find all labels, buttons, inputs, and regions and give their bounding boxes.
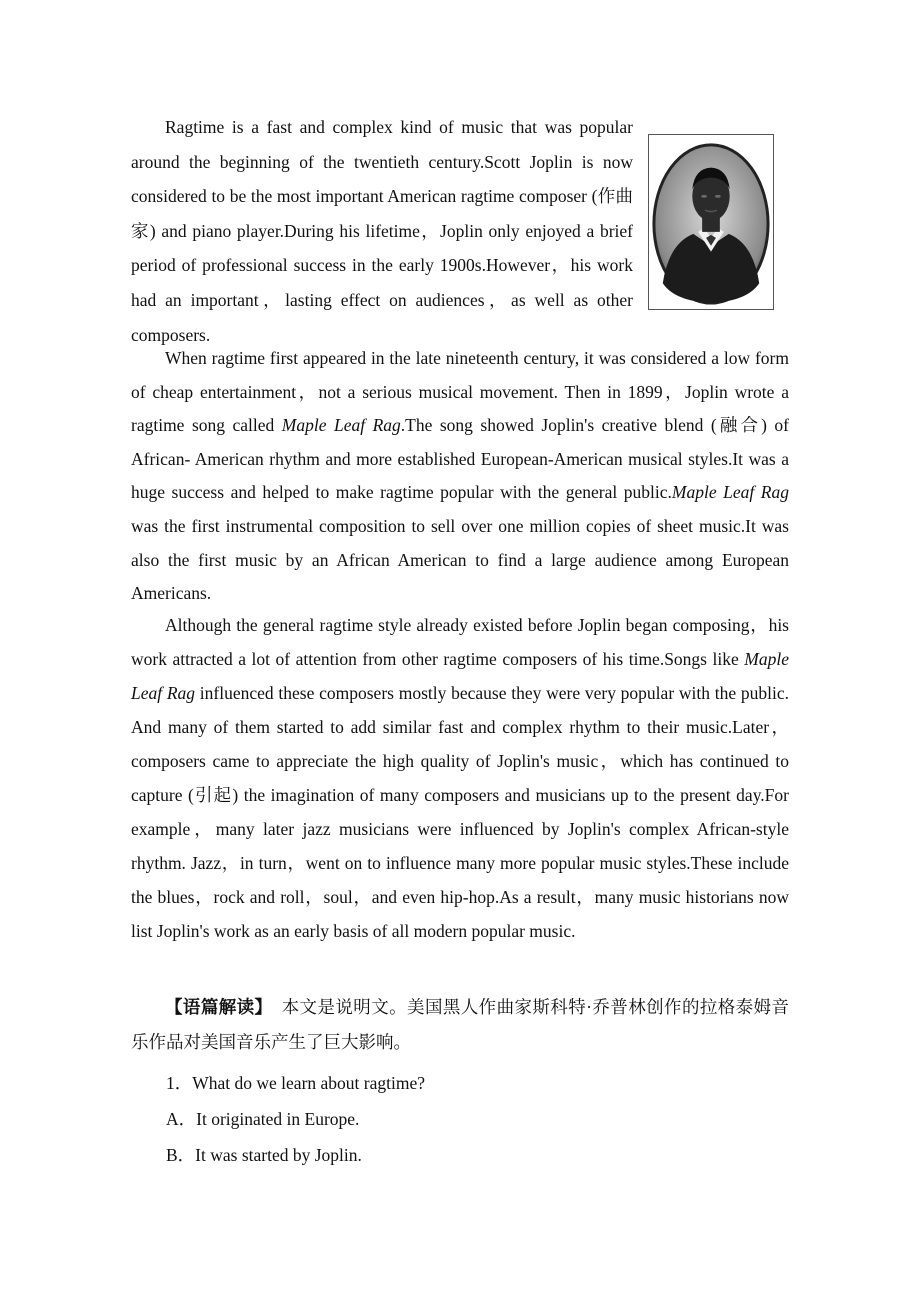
portrait-image <box>649 135 773 309</box>
paragraph-2-part-c: was the first instrumental composition to sell over one million copies of sheet music.It was also the first music by an African American to find a large audience among European Americans. <box>131 515 789 604</box>
paragraph-2-part-b: .The song showed Joplin's creative blend (融合) of African- American rhythm and more established European-American musical styles.It was a huge success and helped to make ragtime popular with the general public. <box>131 415 789 503</box>
paragraph-3-part-b: influenced these composers mostly because they were very popular with the public. And many of them started to add similar fast and complex rhythm to their music.Later，composers came to appreciate the high quality of Joplin's music，which has continued to capture (引起) the imagination of many composers and musicians up to the present day.For example，many later jazz musicians were influenced by Joplin's complex African-style rhythm. Jazz，in turn，went on to influence many more popular music styles.These include the blues，rock and roll，soul，and even hip-hop.As a result，many music historians now list Joplin's work as an early basis of all modern popular music. <box>131 683 789 941</box>
passage-analysis <box>131 990 789 1059</box>
song-title: Maple Leaf Rag <box>281 415 401 436</box>
option-a[interactable]: A．It originated in Europe. <box>166 1109 360 1129</box>
paragraph-1: Ragtime is a fast and complex kind of music that was popular around the beginning of the twentieth century.Scott Joplin is now considered to be the most important American ragtime composer (作曲家) and piano player.During his lifetime，Joplin only enjoyed a brief period of professional success in the early 1900s.However，his work had an important，lasting effect on audiences，as well as other composers. <box>131 117 633 345</box>
portrait-photo <box>648 134 774 310</box>
paragraph-2-part-a: When ragtime first appeared in the late nineteenth century, it was considered a low form of cheap entertainment，not a serious musical movement. Then in 1899，Joplin wrote a ragtime song called <box>131 348 789 436</box>
option-b[interactable]: B．It was started by Joplin. <box>166 1145 362 1165</box>
song-title: Maple Leaf Rag <box>671 482 789 503</box>
question-stem: 1．What do we learn about ragtime? <box>166 1073 425 1093</box>
analysis-text: 本文是说明文。美国黑人作曲家斯科特·乔普林创作的拉格泰姆音乐作品对美国音乐产生了巨大影响。 <box>131 997 790 1052</box>
paragraph-3 <box>131 608 789 948</box>
paragraph-2 <box>131 342 789 611</box>
song-title: Maple Leaf Rag <box>131 649 789 703</box>
analysis-label: 【语篇解读】 <box>165 998 264 1018</box>
paragraph-3-part-a: Although the general ragtime style already existed before Joplin began composing，his work attracted a lot of attention from other ragtime composers of his time.Songs like <box>131 615 789 669</box>
